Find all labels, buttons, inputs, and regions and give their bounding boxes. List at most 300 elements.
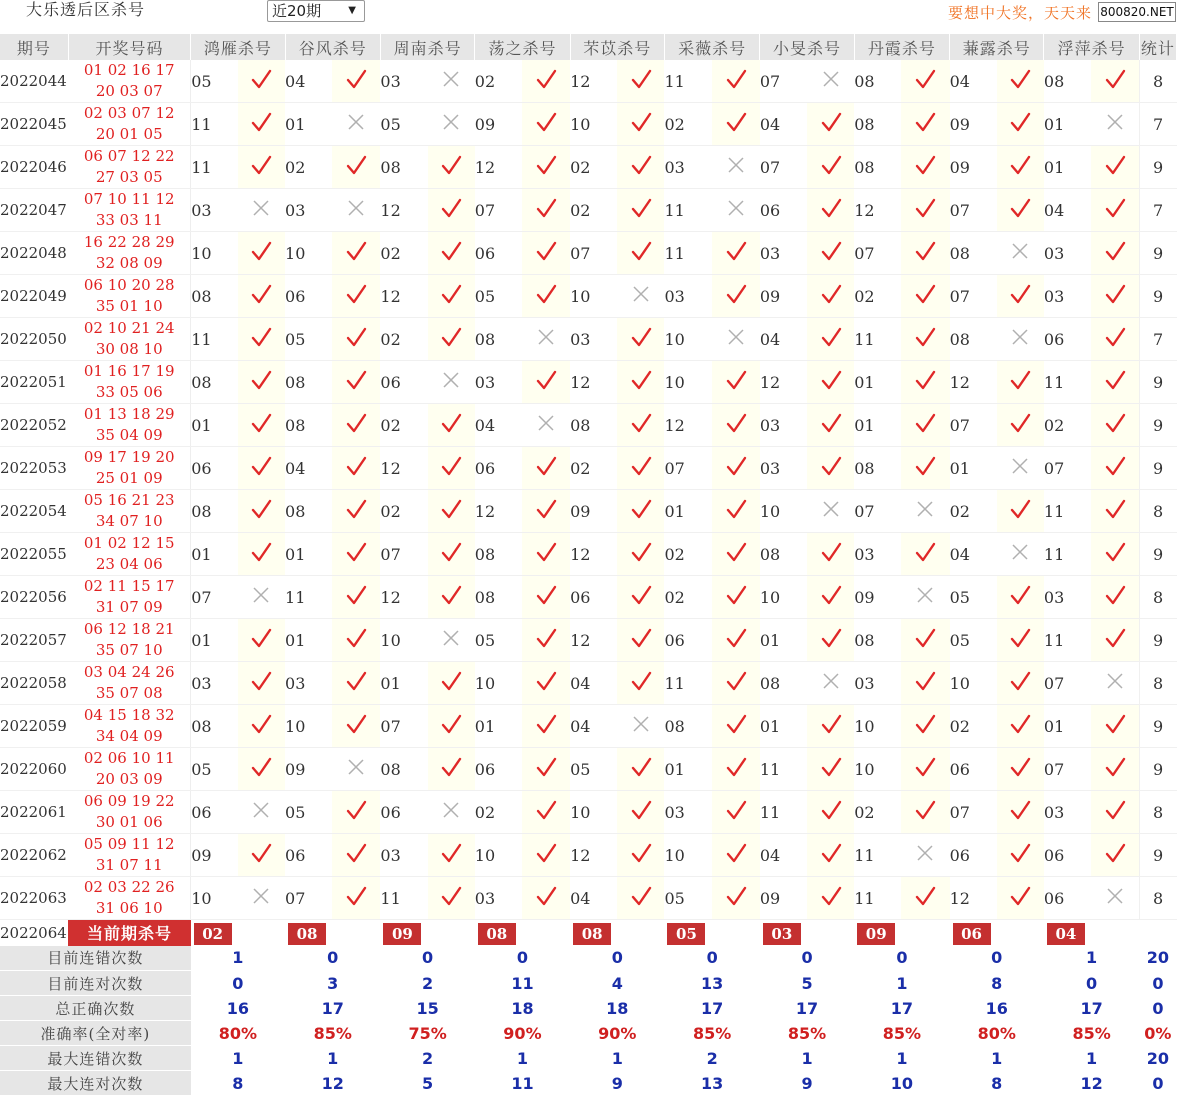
- kill-number: 03: [760, 404, 807, 447]
- stats-value: 3: [285, 971, 380, 996]
- check-icon: [1091, 232, 1139, 275]
- kill-number: 03: [1044, 232, 1091, 275]
- stats-label: 最大连对次数: [0, 1071, 191, 1096]
- period-cell: 2022044: [0, 60, 68, 103]
- back-numbers: 31 07 09: [95, 598, 163, 616]
- period-cell: 2022048: [0, 232, 68, 275]
- check-icon: [807, 877, 854, 920]
- kill-number: 08: [760, 533, 807, 576]
- check-icon: [901, 275, 949, 318]
- check-icon: [901, 232, 949, 275]
- back-numbers: 20 03 07: [95, 82, 163, 100]
- kill-number: 06: [285, 275, 332, 318]
- kill-number: 09: [950, 103, 997, 146]
- chevron-down-icon: ▼: [348, 5, 356, 16]
- front-numbers: 16 22 28 29: [83, 233, 175, 251]
- stats-value: 80%: [950, 1021, 1044, 1046]
- cross-icon: [997, 318, 1044, 361]
- period-cell: 2022058: [0, 662, 68, 705]
- check-icon: [428, 146, 475, 189]
- stats-value: 8: [191, 1071, 285, 1096]
- kill-number: 12: [570, 834, 617, 877]
- check-icon: [712, 103, 760, 146]
- kill-number: 06: [950, 834, 997, 877]
- check-icon: [617, 533, 664, 576]
- stats-value: 0: [950, 946, 1044, 971]
- kill-number: 12: [570, 361, 617, 404]
- table-row: [0, 60, 1177, 103]
- front-numbers: 01 02 12 15: [83, 534, 175, 552]
- check-icon: [522, 447, 570, 490]
- stats-row: [0, 946, 1177, 971]
- back-numbers: 35 07 10: [95, 641, 163, 659]
- kill-number: 05: [191, 748, 238, 791]
- current-pick: 03: [763, 923, 801, 945]
- check-icon: [522, 103, 570, 146]
- draw-numbers-cell: [68, 834, 190, 877]
- table-row: [0, 748, 1177, 791]
- cross-icon: [332, 748, 380, 791]
- kill-number: 10: [475, 662, 522, 705]
- stats-value: 17: [285, 996, 380, 1021]
- kill-number: 09: [285, 748, 332, 791]
- check-icon: [901, 146, 949, 189]
- kill-number: 11: [854, 877, 901, 920]
- col-header: 采薇杀号: [664, 34, 759, 60]
- stats-value: 1: [854, 1046, 949, 1071]
- period-cell: 2022061: [0, 791, 68, 834]
- back-numbers: 30 08 10: [95, 340, 163, 358]
- check-icon: [522, 705, 570, 748]
- kill-number: 01: [854, 404, 901, 447]
- count-cell: 9: [1139, 146, 1176, 189]
- back-numbers: 35 01 10: [95, 297, 163, 315]
- count-cell: 9: [1139, 404, 1176, 447]
- cross-icon: [238, 576, 285, 619]
- kill-number: 08: [854, 60, 901, 103]
- stats-label: 目前连对次数: [0, 971, 191, 996]
- current-pick-cell: [570, 920, 664, 946]
- stats-value: 12: [1044, 1071, 1139, 1096]
- check-icon: [617, 146, 664, 189]
- kill-number: 08: [950, 318, 997, 361]
- kill-number: 09: [475, 103, 522, 146]
- kill-number: 10: [760, 576, 807, 619]
- cross-icon: [807, 60, 854, 103]
- kill-number: 06: [191, 447, 238, 490]
- stats-value: 17: [1044, 996, 1139, 1021]
- front-numbers: 02 03 07 12: [83, 104, 175, 122]
- check-icon: [712, 834, 760, 877]
- draw-numbers-cell: [68, 232, 190, 275]
- kill-number: 11: [854, 834, 901, 877]
- table-row: [0, 490, 1177, 533]
- back-numbers: 31 07 11: [95, 856, 163, 874]
- check-icon: [1091, 275, 1139, 318]
- kill-number: 01: [1044, 146, 1091, 189]
- kill-number: 01: [285, 533, 332, 576]
- current-pick: 09: [383, 923, 421, 945]
- stats-value: 5: [760, 971, 854, 996]
- check-icon: [901, 318, 949, 361]
- kill-number: 07: [285, 877, 332, 920]
- table-row: [0, 189, 1177, 232]
- check-icon: [428, 662, 475, 705]
- check-icon: [997, 103, 1044, 146]
- back-numbers: 34 07 10: [95, 512, 163, 530]
- check-icon: [712, 576, 760, 619]
- stats-total: 0: [1139, 971, 1176, 996]
- front-numbers: 09 17 19 20: [83, 448, 175, 466]
- draw-numbers-cell: [68, 146, 190, 189]
- period-cell: 2022045: [0, 103, 68, 146]
- stats-value: 2: [380, 971, 474, 996]
- kill-number: 08: [854, 619, 901, 662]
- cross-icon: [428, 619, 475, 662]
- back-numbers: 25 01 09: [95, 469, 163, 487]
- draw-numbers-cell: [68, 275, 190, 318]
- kill-number: 03: [1044, 791, 1091, 834]
- check-icon: [997, 705, 1044, 748]
- check-icon: [522, 834, 570, 877]
- check-icon: [901, 404, 949, 447]
- check-icon: [332, 361, 380, 404]
- kill-number: 10: [570, 103, 617, 146]
- kill-number: 02: [854, 275, 901, 318]
- check-icon: [617, 662, 664, 705]
- draw-numbers-cell: [68, 318, 190, 361]
- back-numbers: 34 04 09: [95, 727, 163, 745]
- kill-number: 10: [380, 619, 427, 662]
- kill-number: 10: [191, 877, 238, 920]
- check-icon: [1091, 748, 1139, 791]
- count-cell: 8: [1139, 490, 1176, 533]
- kill-number: 11: [760, 748, 807, 791]
- kill-number: 02: [950, 705, 997, 748]
- check-icon: [712, 619, 760, 662]
- table-row: [0, 103, 1177, 146]
- cross-icon: [712, 318, 760, 361]
- kill-number: 06: [1044, 877, 1091, 920]
- kill-number: 04: [760, 318, 807, 361]
- draw-numbers-cell: [68, 447, 190, 490]
- kill-number: 03: [664, 791, 711, 834]
- check-icon: [807, 232, 854, 275]
- check-icon: [522, 60, 570, 103]
- kill-number: 08: [191, 705, 238, 748]
- kill-number: 01: [760, 705, 807, 748]
- stats-total: 0: [1139, 1071, 1176, 1096]
- kill-number: 07: [1044, 662, 1091, 705]
- kill-number: 05: [570, 748, 617, 791]
- cross-icon: [997, 232, 1044, 275]
- stats-value: 0: [191, 971, 285, 996]
- draw-numbers-cell: [68, 189, 190, 232]
- kill-number: 02: [380, 404, 427, 447]
- period-cell: 2022059: [0, 705, 68, 748]
- cross-icon: [238, 791, 285, 834]
- col-header: 统计: [1139, 34, 1176, 60]
- check-icon: [617, 232, 664, 275]
- count-cell: 9: [1139, 619, 1176, 662]
- stats-value: 80%: [191, 1021, 285, 1046]
- current-kill-label: 当前期杀号: [68, 920, 190, 946]
- check-icon: [1091, 533, 1139, 576]
- check-icon: [332, 834, 380, 877]
- table-row: [0, 275, 1177, 318]
- kill-number: 08: [760, 662, 807, 705]
- period-cell: 2022052: [0, 404, 68, 447]
- kill-number: 08: [285, 404, 332, 447]
- cross-icon: [522, 404, 570, 447]
- kill-number: 07: [854, 232, 901, 275]
- table-row: [0, 533, 1177, 576]
- kill-number: 01: [191, 533, 238, 576]
- stats-value: 75%: [380, 1021, 474, 1046]
- front-numbers: 02 03 22 26: [83, 878, 175, 896]
- cross-icon: [617, 275, 664, 318]
- kill-number: 06: [664, 619, 711, 662]
- stats-value: 1: [191, 1046, 285, 1071]
- period-cell: 2022051: [0, 361, 68, 404]
- current-pick-cell: [1044, 920, 1139, 946]
- check-icon: [807, 619, 854, 662]
- kill-number: 08: [854, 447, 901, 490]
- check-icon: [522, 662, 570, 705]
- col-header: 期号: [0, 34, 68, 60]
- kill-number: 08: [1044, 60, 1091, 103]
- kill-number: 06: [475, 232, 522, 275]
- kill-number: 02: [950, 490, 997, 533]
- kill-number: 06: [380, 361, 427, 404]
- period-cell: 2022063: [0, 877, 68, 920]
- kill-number: 11: [1044, 490, 1091, 533]
- current-period-row: [0, 920, 1177, 946]
- kill-number: 01: [475, 705, 522, 748]
- stats-value: 8: [950, 1071, 1044, 1096]
- kill-number: 02: [570, 189, 617, 232]
- current-pick-cell: [664, 920, 759, 946]
- check-icon: [332, 705, 380, 748]
- check-icon: [1091, 189, 1139, 232]
- front-numbers: 06 07 12 22: [83, 147, 175, 165]
- front-numbers: 05 16 21 23: [83, 491, 175, 509]
- cross-icon: [712, 189, 760, 232]
- table-row: [0, 619, 1177, 662]
- check-icon: [901, 662, 949, 705]
- col-header: 周南杀号: [380, 34, 474, 60]
- period-cell: 2022050: [0, 318, 68, 361]
- kill-number: 12: [380, 189, 427, 232]
- check-icon: [712, 447, 760, 490]
- kill-number: 02: [380, 490, 427, 533]
- check-icon: [807, 791, 854, 834]
- draw-numbers-cell: [68, 576, 190, 619]
- period-select[interactable]: [267, 0, 365, 22]
- table-row: [0, 705, 1177, 748]
- check-icon: [1091, 404, 1139, 447]
- check-icon: [997, 662, 1044, 705]
- check-icon: [332, 60, 380, 103]
- kill-number: 12: [570, 60, 617, 103]
- kill-number: 10: [664, 318, 711, 361]
- check-icon: [428, 404, 475, 447]
- stats-value: 1: [285, 1046, 380, 1071]
- kill-number: 05: [475, 619, 522, 662]
- kill-number: 12: [760, 361, 807, 404]
- current-pick: 02: [194, 923, 232, 945]
- site-badge[interactable]: 800820.NET: [1098, 2, 1176, 22]
- kill-number: 08: [380, 748, 427, 791]
- check-icon: [617, 361, 664, 404]
- stats-value: 17: [760, 996, 854, 1021]
- kill-number: 06: [950, 748, 997, 791]
- draw-numbers-cell: [68, 361, 190, 404]
- kill-number: 07: [950, 275, 997, 318]
- draw-numbers-cell: [68, 877, 190, 920]
- check-icon: [238, 447, 285, 490]
- kill-number: 09: [760, 275, 807, 318]
- kill-number: 08: [475, 576, 522, 619]
- cross-icon: [428, 60, 475, 103]
- kill-number: 12: [380, 275, 427, 318]
- count-cell: 8: [1139, 877, 1176, 920]
- kill-number: 02: [475, 791, 522, 834]
- draw-numbers-cell: [68, 748, 190, 791]
- top-bar: [0, 0, 1177, 34]
- cross-icon: [332, 103, 380, 146]
- kill-number: 06: [1044, 834, 1091, 877]
- stats-value: 1: [1044, 1046, 1139, 1071]
- kill-number: 12: [570, 533, 617, 576]
- kill-number: 11: [1044, 533, 1091, 576]
- stats-value: 85%: [854, 1021, 949, 1046]
- kill-number: 01: [1044, 103, 1091, 146]
- check-icon: [428, 275, 475, 318]
- current-pick: 09: [857, 923, 895, 945]
- kill-number: 03: [380, 60, 427, 103]
- cross-icon: [712, 146, 760, 189]
- check-icon: [1091, 447, 1139, 490]
- period-cell: 2022049: [0, 275, 68, 318]
- stats-value: 90%: [475, 1021, 570, 1046]
- period-cell: 2022047: [0, 189, 68, 232]
- cross-icon: [807, 662, 854, 705]
- stats-value: 1: [1044, 946, 1139, 971]
- kill-number: 04: [285, 447, 332, 490]
- period-cell: 2022046: [0, 146, 68, 189]
- kill-number: 07: [570, 232, 617, 275]
- check-icon: [617, 576, 664, 619]
- period-cell: 2022054: [0, 490, 68, 533]
- back-numbers: 33 05 06: [95, 383, 163, 401]
- check-icon: [997, 275, 1044, 318]
- stats-value: 11: [475, 971, 570, 996]
- period-cell: 2022062: [0, 834, 68, 877]
- kill-number: 08: [570, 404, 617, 447]
- kill-number: 05: [285, 318, 332, 361]
- cross-icon: [1091, 877, 1139, 920]
- kill-number: 09: [760, 877, 807, 920]
- check-icon: [617, 447, 664, 490]
- back-numbers: 35 07 08: [95, 684, 163, 702]
- kill-number: 03: [380, 834, 427, 877]
- table-row: [0, 146, 1177, 189]
- kill-number: 02: [570, 447, 617, 490]
- kill-number: 06: [475, 447, 522, 490]
- kill-number: 11: [285, 576, 332, 619]
- stats-value: 0: [475, 946, 570, 971]
- table-row: [0, 662, 1177, 705]
- check-icon: [997, 877, 1044, 920]
- check-icon: [428, 834, 475, 877]
- check-icon: [807, 146, 854, 189]
- stats-value: 9: [570, 1071, 664, 1096]
- check-icon: [617, 490, 664, 533]
- stats-row: [0, 1046, 1177, 1071]
- check-icon: [807, 748, 854, 791]
- stats-label: 准确率(全对率): [0, 1021, 191, 1046]
- check-icon: [617, 619, 664, 662]
- kill-number: 01: [380, 662, 427, 705]
- check-icon: [712, 791, 760, 834]
- period-cell: 2022053: [0, 447, 68, 490]
- header-row: [0, 34, 1177, 60]
- check-icon: [712, 361, 760, 404]
- check-icon: [807, 705, 854, 748]
- empty-cell: [1139, 920, 1176, 946]
- cross-icon: [1091, 662, 1139, 705]
- stats-value: 1: [191, 946, 285, 971]
- kill-number: 07: [854, 490, 901, 533]
- col-header: 荡之杀号: [475, 34, 570, 60]
- kill-number: 02: [475, 60, 522, 103]
- col-header: 谷风杀号: [285, 34, 380, 60]
- kill-number: 08: [664, 705, 711, 748]
- check-icon: [712, 662, 760, 705]
- kill-number: 04: [475, 404, 522, 447]
- stats-total: 0%: [1139, 1021, 1176, 1046]
- stats-value: 0: [760, 946, 854, 971]
- kill-number: 08: [854, 103, 901, 146]
- kill-number: 10: [570, 275, 617, 318]
- kill-number: 06: [570, 576, 617, 619]
- kill-number: 03: [664, 146, 711, 189]
- kill-number: 05: [664, 877, 711, 920]
- check-icon: [522, 791, 570, 834]
- back-numbers: 23 04 06: [95, 555, 163, 573]
- check-icon: [1091, 60, 1139, 103]
- stats-value: 1: [475, 1046, 570, 1071]
- current-pick-cell: [760, 920, 854, 946]
- check-icon: [997, 146, 1044, 189]
- draw-numbers-cell: [68, 490, 190, 533]
- count-cell: 8: [1139, 576, 1176, 619]
- current-pick-cell: [854, 920, 949, 946]
- current-pick-cell: [285, 920, 380, 946]
- check-icon: [332, 576, 380, 619]
- check-icon: [617, 877, 664, 920]
- check-icon: [901, 748, 949, 791]
- kill-number: 01: [191, 619, 238, 662]
- kill-number: 02: [854, 791, 901, 834]
- current-pick: 08: [478, 923, 516, 945]
- count-cell: 9: [1139, 275, 1176, 318]
- kill-number: 04: [950, 533, 997, 576]
- check-icon: [901, 791, 949, 834]
- col-header: 蒹露杀号: [950, 34, 1044, 60]
- stats-value: 1: [854, 971, 949, 996]
